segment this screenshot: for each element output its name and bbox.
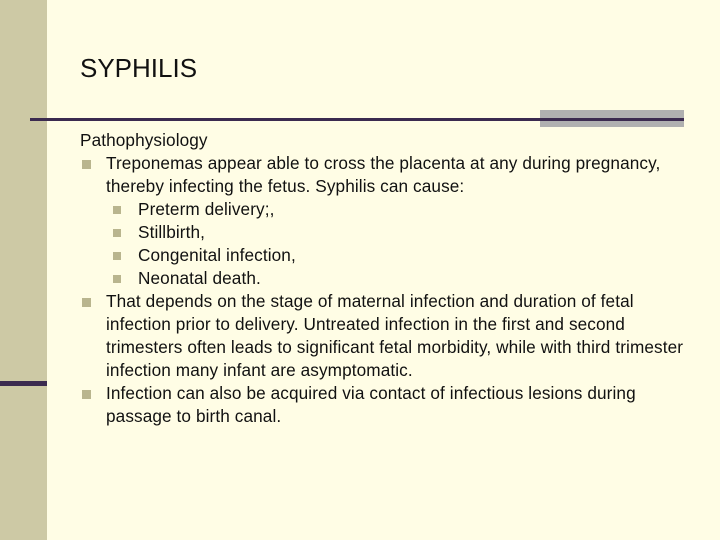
square-bullet-icon: [113, 206, 121, 214]
bullet-item: [80, 382, 690, 428]
slide-body: [80, 129, 690, 428]
slide-sidebar: [0, 0, 47, 540]
square-bullet-icon: [82, 390, 91, 399]
title-divider-line: [30, 118, 684, 121]
square-bullet-icon: [82, 298, 91, 307]
sub-bullet-item: [80, 267, 690, 290]
bullet-text: That depends on the stage of maternal infection and duration of fetal infection prior to delivery. Untreated infection in the first and second trimesters often leads to significant fetal morbidity, while with third trimester infection many infant are asymptomatic.: [106, 291, 684, 380]
section-heading: Pathophysiology: [80, 130, 208, 150]
bullet-item: [80, 290, 690, 382]
square-bullet-icon: [113, 229, 121, 237]
bullet-text: Infection can also be acquired via contact of infectious lesions during passage to birth canal.: [106, 383, 636, 426]
square-bullet-icon: [113, 252, 121, 260]
sub-bullet-item: [80, 244, 690, 267]
sub-bullet-item: [80, 198, 690, 221]
sub-bullet-text: Congenital infection,: [138, 245, 296, 265]
slide-title: SYPHILIS: [80, 53, 198, 83]
sub-bullet-text: Neonatal death.: [138, 268, 261, 288]
sub-bullet-text: Stillbirth,: [138, 222, 206, 242]
sub-bullet-item: [80, 221, 690, 244]
sub-bullet-text: Preterm delivery;,: [138, 199, 275, 219]
bullet-item: [80, 152, 690, 198]
bullet-text: Treponemas appear able to cross the placenta at any during pregnancy, thereby infecting the fetus. Syphilis can cause:: [106, 153, 661, 196]
square-bullet-icon: [82, 160, 91, 169]
sidebar-accent-line: [0, 381, 47, 386]
square-bullet-icon: [113, 275, 121, 283]
